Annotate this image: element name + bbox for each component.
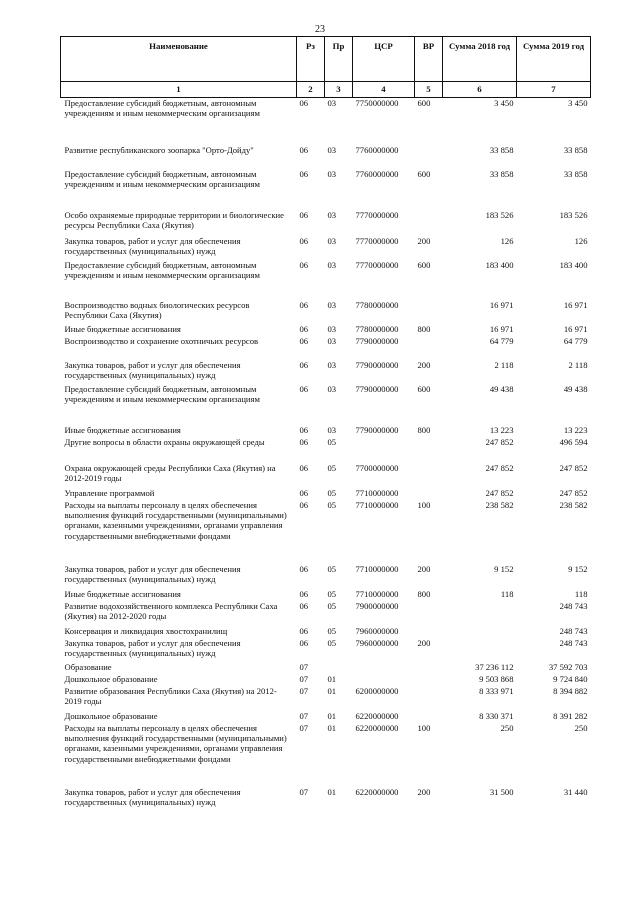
row-csr: 7790000000 [355,383,399,394]
row-rz: 06 [299,625,309,636]
row-pr: 03 [327,235,337,246]
table-row [61,500,591,564]
row-sum-2018 [443,638,517,662]
row-sum-2019: 13 223 [563,424,588,435]
table-row [61,564,591,589]
row-pr: 03 [327,424,337,435]
row-rz: 07 [299,673,309,684]
row-sum-2019: 118 [574,588,588,599]
row-name: Иные бюджетные ассигнования [64,424,181,435]
row-sum-2018: 64 779 [489,335,514,346]
row-csr: 7710000000 [355,499,399,510]
row-csr: 7710000000 [355,487,399,498]
row-rz: 06 [299,637,309,648]
row-vr: 200 [417,637,431,648]
row-sum-2019: 37 592 703 [548,661,588,672]
row-sum-2018: 8 333 971 [479,685,514,696]
column-header-pr: Пр [325,37,353,82]
row-csr [353,674,415,686]
row-sum-2018: 250 [500,722,514,733]
row-rz: 06 [299,335,309,346]
table-row [61,723,591,787]
row-pr: 03 [327,98,337,108]
row-sum-2018: 9 152 [494,563,514,574]
row-vr: 200 [417,359,431,370]
row-sum-2018: 13 223 [489,424,514,435]
row-sum-2018: 183 400 [485,259,514,270]
row-name: Расходы на выплаты персоналу в целях обеспечения выполнения функций государственными (муниципальными) органами, казенными учреждениями, органами управления государственными внебюджетными фондами [64,722,287,764]
row-vr: 800 [417,424,431,435]
row-sum-2018: 49 438 [489,383,514,394]
column-header-csr: ЦСР [353,37,415,82]
row-sum-2019: 2 118 [568,359,588,370]
row-sum-2019: 33 858 [563,144,588,155]
row-csr: 7770000000 [355,209,399,220]
table-row [61,686,591,711]
table-row [61,145,591,169]
table-row [61,425,591,437]
row-name: Иные бюджетные ассигнования [64,323,181,334]
row-vr [415,488,443,500]
row-name: Закупка товаров, работ и услуг для обеспечения государственных (муниципальных) нужд [64,235,241,256]
table-row [61,169,591,210]
row-name: Предоставление субсидий бюджетным, автономным учреждениям и иным некоммерческим организациям [64,168,260,189]
row-sum-2018: 16 971 [489,299,514,310]
row-rz: 06 [299,588,309,599]
row-pr: 01 [327,786,337,797]
row-sum-2018: 16 971 [489,323,514,334]
row-sum-2019: 3 450 [568,98,588,108]
row-csr: 7710000000 [355,563,399,574]
row-rz: 06 [299,383,309,394]
table-row [61,236,591,260]
row-vr [415,210,443,236]
row-sum-2019: 496 594 [559,436,588,447]
row-vr [415,336,443,360]
row-pr: 05 [327,588,337,599]
table-header-row [61,37,591,82]
row-csr: 7780000000 [355,323,399,334]
row-rz: 06 [299,499,309,510]
row-rz: 06 [299,436,309,447]
row-rz: 06 [299,259,309,270]
row-vr: 200 [417,235,431,246]
row-vr: 100 [417,722,431,733]
row-name: Консервация и ликвидация хвостохранилищ [64,625,228,636]
table-row [61,601,591,626]
row-pr: 01 [327,673,337,684]
row-csr: 7760000000 [355,168,399,179]
row-vr [415,463,443,488]
row-csr: 7770000000 [355,259,399,270]
column-number: 6 [443,82,517,98]
row-vr [415,686,443,711]
row-vr [415,601,443,626]
row-rz: 06 [299,563,309,574]
row-pr: 05 [327,436,337,447]
table-row [61,437,591,463]
column-number: 1 [61,82,297,98]
column-number-row [61,82,591,98]
column-header-name: Наименование [61,37,297,82]
row-name: Расходы на выплаты персоналу в целях обеспечения выполнения функций государственными (муниципальными) органами, казенными учреждениями, органами управления государственными внебюджетными фондами [64,499,287,541]
row-name: Охрана окружающей среды Республики Саха (Якутия) на 2012-2019 годы [64,462,276,483]
row-sum-2019: 250 [574,722,588,733]
row-sum-2019: 238 582 [559,499,588,510]
table-row [61,674,591,686]
row-rz: 06 [299,359,309,370]
row-sum-2018: 31 500 [489,786,514,797]
row-name: Развитие водохозяйственного комплекса Республики Саха (Якутия) на 2012-2020 годы [64,600,278,621]
row-name: Дошкольное образование [64,673,158,684]
row-sum-2018: 247 852 [485,462,514,473]
row-rz: 06 [299,424,309,435]
row-sum-2019: 248 743 [559,625,588,636]
table-row [61,336,591,360]
row-vr [415,145,443,169]
row-pr: 05 [327,563,337,574]
row-name: Иные бюджетные ассигнования [64,588,181,599]
row-sum-2018: 33 858 [489,144,514,155]
row-rz: 06 [299,487,309,498]
row-csr: 7780000000 [355,299,399,310]
row-sum-2018: 118 [500,588,514,599]
row-pr: 03 [327,168,337,179]
row-sum-2019: 33 858 [563,168,588,179]
row-csr [353,437,415,463]
row-sum-2019: 31 440 [563,786,588,797]
row-pr: 03 [327,144,337,155]
row-csr: 7700000000 [355,462,399,473]
row-sum-2019: 8 394 882 [553,685,588,696]
table-row [61,463,591,488]
row-sum-2018: 238 582 [485,499,514,510]
row-sum-2018: 183 526 [485,209,514,220]
column-header-rz: Рз [297,37,325,82]
row-csr: 7960000000 [355,637,399,648]
row-sum-2019: 248 743 [559,600,588,611]
row-pr: 01 [327,685,337,696]
row-csr: 7710000000 [355,588,399,599]
row-pr: 03 [327,383,337,394]
row-sum-2019: 9 724 840 [553,673,588,684]
row-csr: 7790000000 [355,335,399,346]
row-name: Другие вопросы в области охраны окружающей среды [64,436,265,447]
row-csr: 7790000000 [355,359,399,370]
row-sum-2019: 8 391 282 [553,710,588,721]
row-sum-2018 [443,626,517,638]
row-vr [415,662,443,674]
row-sum-2018: 126 [500,235,514,246]
row-vr: 600 [417,98,431,108]
row-rz: 07 [299,685,309,696]
row-sum-2018: 33 858 [489,168,514,179]
row-sum-2019: 16 971 [563,299,588,310]
row-rz: 06 [299,462,309,473]
row-pr: 03 [327,259,337,270]
table-row [61,210,591,236]
row-pr: 03 [327,359,337,370]
table-row [61,260,591,300]
row-csr: 7790000000 [355,424,399,435]
row-name: Образование [64,661,112,672]
row-rz: 07 [299,661,309,672]
row-vr: 800 [417,588,431,599]
table-row [61,589,591,601]
row-rz: 06 [299,209,309,220]
row-rz: 06 [299,144,309,155]
table-row [61,384,591,425]
row-name: Воспроизводство и сохранение охотничьих ресурсов [64,335,259,346]
row-name: Особо охраняемые природные территории и биологические ресурсы Республики Саха (Якутия) [64,209,284,230]
row-sum-2018: 9 503 868 [479,673,514,684]
row-sum-2019: 247 852 [559,462,588,473]
row-sum-2018: 8 330 371 [479,710,514,721]
column-header-vr: ВР [415,37,443,82]
row-csr: 6200000000 [355,685,399,696]
row-csr: 7900000000 [355,600,399,611]
row-name: Предоставление субсидий бюджетным, автономным учреждениям и иным некоммерческим организациям [64,259,260,280]
row-vr [415,711,443,723]
row-name: Дошкольное образование [64,710,158,721]
row-name: Воспроизводство водных биологических ресурсов Республики Саха (Якутия) [64,299,250,320]
column-number: 2 [297,82,325,98]
row-name: Закупка товаров, работ и услуг для обеспечения государственных (муниципальных) нужд [64,637,241,658]
row-vr: 100 [417,499,431,510]
row-sum-2018 [443,601,517,626]
row-sum-2019: 183 400 [559,259,588,270]
row-csr: 7750000000 [355,98,399,108]
row-csr: 6220000000 [355,786,399,797]
column-number: 5 [415,82,443,98]
row-sum-2018: 37 236 112 [475,661,514,672]
table-row [61,360,591,384]
row-vr: 600 [417,168,431,179]
row-rz: 06 [299,168,309,179]
row-sum-2018: 247 852 [485,436,514,447]
row-pr: 03 [327,209,337,220]
row-rz: 06 [299,235,309,246]
row-csr: 7760000000 [355,144,399,155]
row-sum-2019: 49 438 [563,383,588,394]
row-pr: 05 [327,600,337,611]
row-pr: 03 [327,335,337,346]
row-csr: 6220000000 [355,722,399,733]
row-sum-2019: 64 779 [563,335,588,346]
row-pr [325,662,353,674]
row-sum-2019: 247 852 [559,487,588,498]
row-name: Закупка товаров, работ и услуг для обеспечения государственных (муниципальных) нужд [64,563,241,584]
table-row [61,98,591,145]
row-vr: 600 [417,259,431,270]
row-pr: 05 [327,487,337,498]
budget-table [60,36,591,811]
row-rz: 06 [299,600,309,611]
row-sum-2019: 126 [574,235,588,246]
table-row [61,488,591,500]
row-name: Развитие республиканского зоопарка "Орто-Дойду" [64,144,254,155]
table-row [61,711,591,723]
row-rz: 06 [299,98,309,108]
row-sum-2018: 2 118 [494,359,514,370]
table-row [61,324,591,336]
row-sum-2019: 16 971 [563,323,588,334]
column-number: 7 [517,82,591,98]
column-number: 3 [325,82,353,98]
row-vr [415,626,443,638]
row-pr: 05 [327,499,337,510]
row-vr: 800 [417,323,431,334]
row-rz: 07 [299,722,309,733]
row-sum-2018: 247 852 [485,487,514,498]
column-header-sum-2019: Сумма 2019 год [517,37,591,82]
row-pr: 01 [327,722,337,733]
row-name: Закупка товаров, работ и услуг для обеспечения государственных (муниципальных) нужд [64,786,241,807]
row-vr: 200 [417,786,431,797]
row-pr: 03 [327,323,337,334]
row-pr: 05 [327,462,337,473]
row-rz: 06 [299,299,309,310]
row-name: Развитие образования Республики Саха (Якутия) на 2012-2019 годы [64,685,277,706]
table-row [61,300,591,324]
table-body [61,98,591,811]
row-name: Закупка товаров, работ и услуг для обеспечения государственных (муниципальных) нужд [64,359,241,380]
column-number: 4 [353,82,415,98]
row-name: Предоставление субсидий бюджетным, автономным учреждениям и иным некоммерческим организациям [64,98,260,119]
row-pr: 03 [327,299,337,310]
table-row [61,787,591,811]
row-rz: 07 [299,786,309,797]
row-sum-2019: 9 152 [568,563,588,574]
row-name: Предоставление субсидий бюджетным, автономным учреждениям и иным некоммерческим организациям [64,383,260,404]
page-number: 23 [315,24,325,35]
row-csr: 6220000000 [355,710,399,721]
row-name: Управление программой [64,487,155,498]
column-header-sum-2018: Сумма 2018 год [443,37,517,82]
row-csr: 7960000000 [355,625,399,636]
row-vr: 600 [417,383,431,394]
row-pr: 05 [327,625,337,636]
row-vr [415,300,443,324]
row-sum-2019: 248 743 [559,637,588,648]
row-sum-2018: 3 450 [494,98,514,108]
row-csr: 7770000000 [355,235,399,246]
row-pr: 01 [327,710,337,721]
table-row [61,662,591,674]
row-sum-2019: 183 526 [559,209,588,220]
row-vr [415,437,443,463]
row-vr [415,674,443,686]
row-vr: 200 [417,563,431,574]
row-pr: 05 [327,637,337,648]
row-csr [353,662,415,674]
table-row [61,638,591,662]
table-row [61,626,591,638]
row-rz: 07 [299,710,309,721]
row-rz: 06 [299,323,309,334]
